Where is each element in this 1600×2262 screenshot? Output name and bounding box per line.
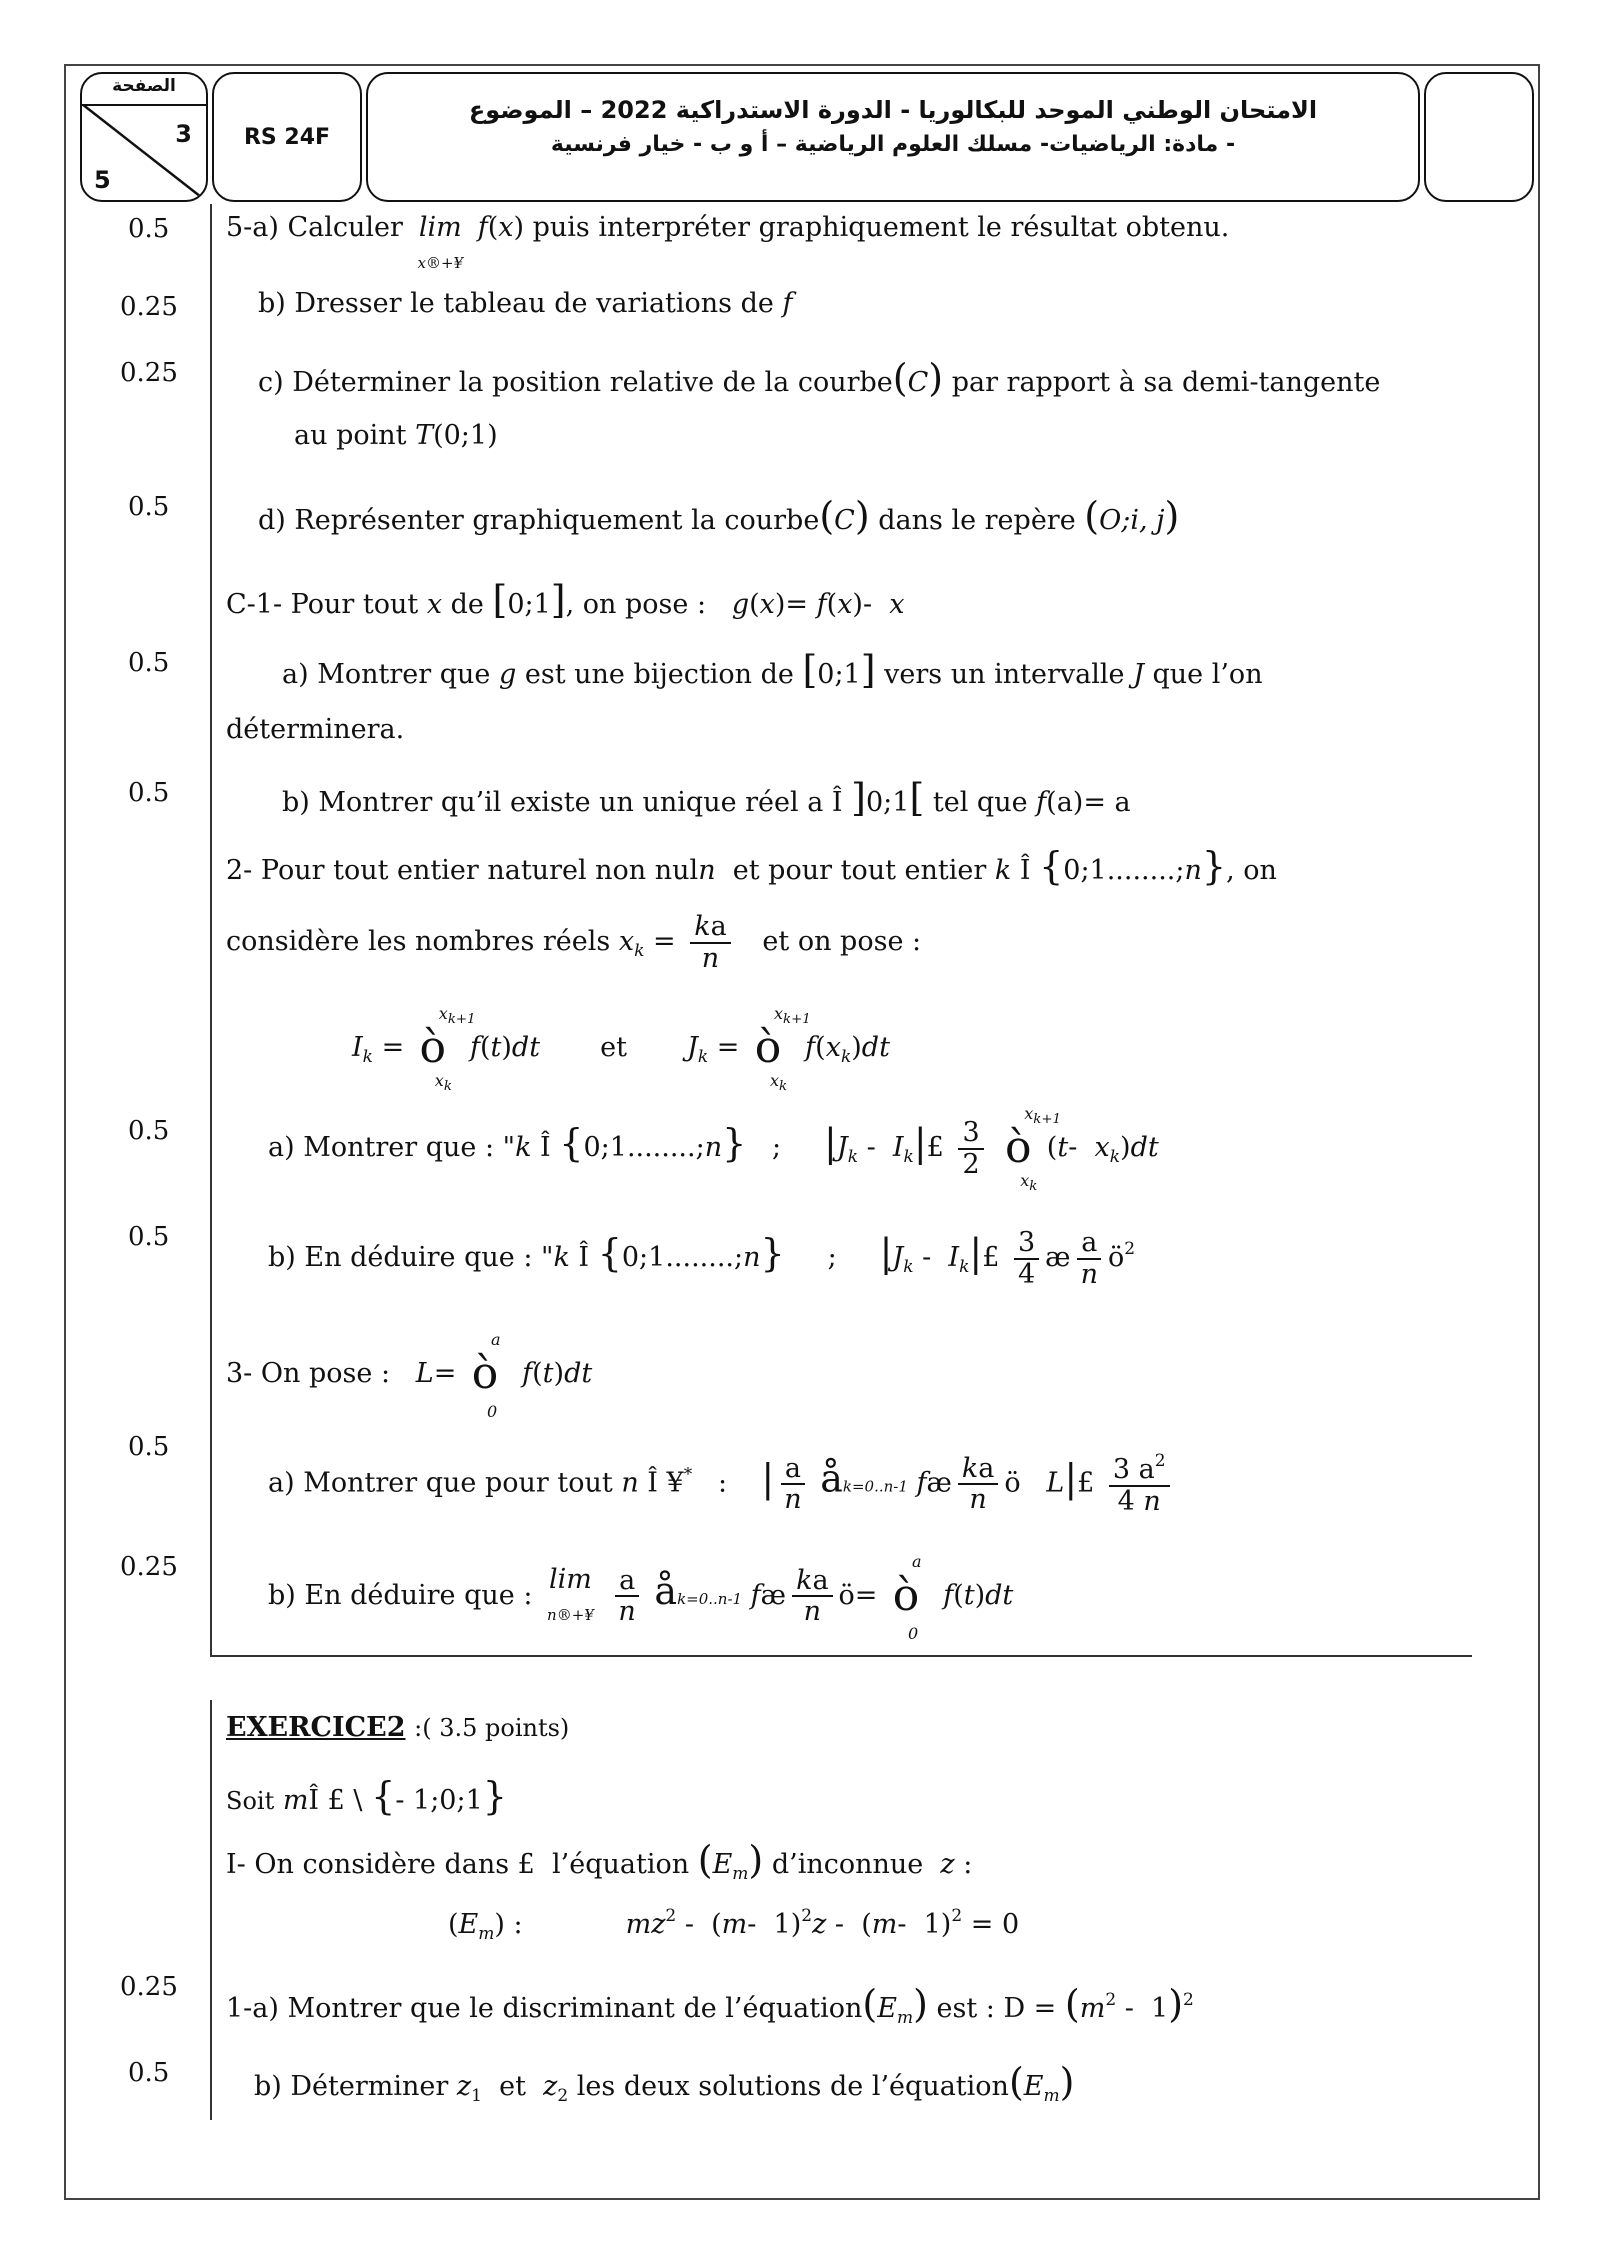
exercise2-q1a: 1-a) Montrer que le discriminant de $l’équation(E_m)$ est : $D = (m^2 - 1)^2$ — [226, 1982, 1194, 2028]
exercise2-soit: Soit mÎ £ \ {- 1;0;1} — [226, 1774, 507, 1818]
question-5c-point: au point T(0;1) — [294, 420, 498, 451]
part-c3b: b) En déduire que : lim n®+¥ $\frac{a}{n}$ åk=0..n-1 fæ $\frac{ka}{n}$ ö= ò a 0 f(t)dt — [268, 1551, 1014, 1643]
part-c3: 3- On pose : L= ò a 0 f(t)dt — [226, 1330, 593, 1421]
mark: 0.5 — [128, 214, 170, 244]
exam-subtitle: - مادة: الرياضيات- مسلك العلوم الرياضية – أ و ب - خيار فرنسية — [550, 132, 1236, 157]
part-c2a: a) Montrer que : "k Î {0;1........;n} ; $|J_k$ - $I_k|£$ $\frac{3}{2}$ ò $x_{k+1}$ $x_k$ (t- $x_k)dt$ — [268, 1104, 1159, 1195]
part-c1a-cont: déterminera. — [226, 714, 405, 745]
question-5a: 5-a) Calculer lim x®+¥ f(x) puis interpréter graphiquement le résultat obtenu. — [226, 212, 1230, 273]
page-number-box — [80, 72, 208, 202]
blank-box — [1424, 72, 1534, 202]
exercise2-part-i: I- On considère dans £ l’équation $(E_m)$ d’inconnue z : — [226, 1838, 973, 1884]
exam-code: RS 24F — [212, 72, 362, 202]
mark: 0.25 — [120, 358, 178, 388]
mark: 0.25 — [120, 1972, 178, 2002]
exam-title: الامتحان الوطني الموحد للبكالوريا - الدورة الاستدراكية 2022 – الموضوع — [468, 96, 1318, 124]
integral-definitions: $I_k$ = ò $x_{k+1}$ $x_k$ f(t)dt et $J_k$ = ò $x_{k+1}$ $x_k$ $f(x_k)dt$ — [352, 1004, 890, 1094]
part-c2: 2- Pour tout entier naturel non nuln et pour tout entier k Î {0;1........;n}, on — [226, 844, 1277, 888]
part-c3a: a) Montrer que pour tout n Î ¥* : | $\frac{a}{n}$ åk=0..n-1 fæ $\frac{ka}{n}$ ö L|£ $\frac{3 a^2}{4 n}$ — [268, 1452, 1176, 1516]
question-5b: b) Dresser le tableau de variations de f — [258, 288, 793, 319]
page-label: الصفحة — [112, 76, 176, 96]
mark: 0.5 — [128, 492, 170, 522]
question-5d: d) Représenter graphiquement la courbe(C) dans le repère (O;i, j) — [258, 494, 1180, 538]
part-c1b: b) Montrer qu’il existe un unique réel a Î ]0;1[ tel que f(a)= a — [282, 776, 1131, 820]
part-c2b: b) En déduire que : "k Î {0;1........;n} ; $|J_k$ - $I_k|£$ $\frac{3}{4}$ æ $\frac{a}{n}$ $ö^2$ — [268, 1227, 1136, 1290]
mark: 0.5 — [128, 1432, 170, 1462]
mark: 0.5 — [128, 1222, 170, 1252]
mark: 0.25 — [120, 292, 178, 322]
part-c2-def: considère les nombres réels $x_k$ = $\frac{ka}{n}$ et on pose : — [226, 911, 922, 974]
margin-rule-2 — [210, 1700, 212, 2120]
page-total: 5 — [94, 166, 111, 194]
question-5c: c) Déterminer la position relative de la courbe(C) par rapport à sa demi-tangente — [258, 356, 1381, 400]
exercise2-q1b: b) Déterminer $z_1$ et $z_2$ les deux solutions de $l’équation(E_m)$ — [254, 2060, 1075, 2106]
mark: 0.5 — [128, 778, 170, 808]
mark: 0.5 — [128, 1116, 170, 1146]
exam-title-box — [366, 72, 1420, 202]
mark: 0.5 — [128, 2058, 170, 2088]
mark: 0.5 — [128, 648, 170, 678]
page-current: 3 — [175, 120, 192, 148]
exercise2-title: EXERCICE2 :( 3.5 points) — [226, 1712, 570, 1743]
section-separator — [210, 1655, 1472, 1657]
part-c1: C-1- Pour tout x de [0;1], on pose : g(x)= f(x)- x — [226, 578, 905, 622]
margin-rule — [210, 204, 212, 1656]
equation-em: $(E_m)$ : $mz^2 - (m-$ 1)$^2$z - (m- 1)$^2$ = 0 — [448, 1906, 1020, 1944]
mark: 0.25 — [120, 1552, 178, 1582]
part-c1a: a) Montrer que g est une bijection de [0;1] vers un intervalle J que l’on — [282, 648, 1263, 692]
